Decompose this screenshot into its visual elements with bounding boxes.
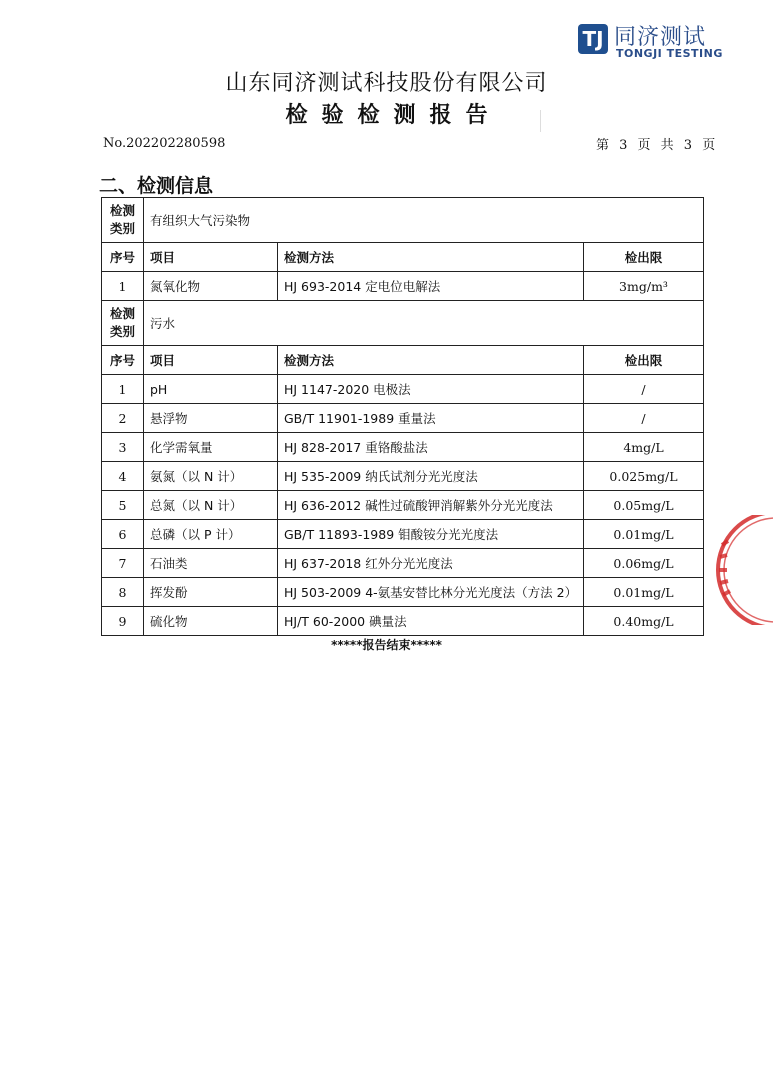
company-name: 山东同济测试科技股份有限公司	[225, 71, 548, 96]
row-limit: 0.025mg/L	[584, 462, 704, 491]
row-limit: /	[584, 404, 704, 433]
report-end-marker: *****报告结束*****	[331, 638, 442, 652]
row-method: HJ/T 60-2000 碘量法	[278, 607, 584, 636]
header-seq: 序号	[102, 243, 144, 272]
header-item: 项目	[144, 243, 278, 272]
row-limit: 0.06mg/L	[584, 549, 704, 578]
header-item: 项目	[144, 346, 278, 375]
table-row	[102, 433, 704, 462]
company-logo	[578, 22, 723, 62]
row-item: 悬浮物	[144, 404, 278, 433]
row-method: HJ 637-2018 红外分光光度法	[278, 549, 584, 578]
row-limit: 0.01mg/L	[584, 578, 704, 607]
category-label: 检测类别	[102, 301, 144, 346]
row-limit: 4mg/L	[584, 433, 704, 462]
row-item: 氨氮（以 N 计）	[144, 462, 278, 491]
red-seal-stamp-icon	[708, 515, 773, 625]
row-method: HJ 1147-2020 电极法	[278, 375, 584, 404]
row-item: 总氮（以 N 计）	[144, 491, 278, 520]
table-row	[102, 520, 704, 549]
page-info: 第 3 页 共 3 页	[596, 138, 719, 153]
logo-chinese-name: 同济测试	[614, 25, 707, 50]
row-seq: 1	[102, 375, 144, 404]
report-number: No.202202280598	[103, 136, 226, 151]
category-value: 污水	[144, 301, 704, 346]
table-row	[102, 549, 704, 578]
table-row	[102, 375, 704, 404]
header-row	[102, 243, 704, 272]
row-seq: 7	[102, 549, 144, 578]
row-seq: 3	[102, 433, 144, 462]
header-method: 检测方法	[278, 243, 584, 272]
row-item: 挥发酚	[144, 578, 278, 607]
row-item: 化学需氧量	[144, 433, 278, 462]
header-method: 检测方法	[278, 346, 584, 375]
row-method: HJ 693-2014 定电位电解法	[278, 272, 584, 301]
row-limit: 0.40mg/L	[584, 607, 704, 636]
header-seq: 序号	[102, 346, 144, 375]
row-limit: 3mg/m³	[584, 272, 704, 301]
divider	[540, 110, 541, 132]
row-item: 氮氧化物	[144, 272, 278, 301]
table-row	[102, 578, 704, 607]
row-seq: 8	[102, 578, 144, 607]
logo-english-name: TONGJI TESTING	[616, 47, 723, 60]
row-item: 石油类	[144, 549, 278, 578]
logo-mark-icon: TJ	[578, 24, 608, 54]
header-row	[102, 346, 704, 375]
row-seq: 1	[102, 272, 144, 301]
row-item: pH	[144, 375, 278, 404]
row-seq: 9	[102, 607, 144, 636]
row-item: 硫化物	[144, 607, 278, 636]
row-seq: 2	[102, 404, 144, 433]
row-seq: 5	[102, 491, 144, 520]
category-label: 检测类别	[102, 198, 144, 243]
category-value: 有组织大气污染物	[144, 198, 704, 243]
row-seq: 4	[102, 462, 144, 491]
table-row	[102, 491, 704, 520]
table-row	[102, 404, 704, 433]
table-row	[102, 462, 704, 491]
row-method: HJ 535-2009 纳氏试剂分光光度法	[278, 462, 584, 491]
header-limit: 检出限	[584, 346, 704, 375]
report-title: 检验检测报告	[285, 102, 502, 128]
row-limit: 0.05mg/L	[584, 491, 704, 520]
category-row	[102, 198, 704, 243]
table-row	[102, 607, 704, 636]
row-method: GB/T 11901-1989 重量法	[278, 404, 584, 433]
row-limit: /	[584, 375, 704, 404]
row-item: 总磷（以 P 计）	[144, 520, 278, 549]
row-method: HJ 503-2009 4-氨基安替比林分光光度法（方法 2）	[278, 578, 584, 607]
table-row	[102, 272, 704, 301]
inspection-table	[101, 197, 704, 636]
row-method: HJ 828-2017 重铬酸盐法	[278, 433, 584, 462]
row-limit: 0.01mg/L	[584, 520, 704, 549]
row-method: HJ 636-2012 碱性过硫酸钾消解紫外分光光度法	[278, 491, 584, 520]
section-title: 二、检测信息	[99, 175, 214, 197]
category-row	[102, 301, 704, 346]
row-method: GB/T 11893-1989 钼酸铵分光光度法	[278, 520, 584, 549]
row-seq: 6	[102, 520, 144, 549]
header-limit: 检出限	[584, 243, 704, 272]
